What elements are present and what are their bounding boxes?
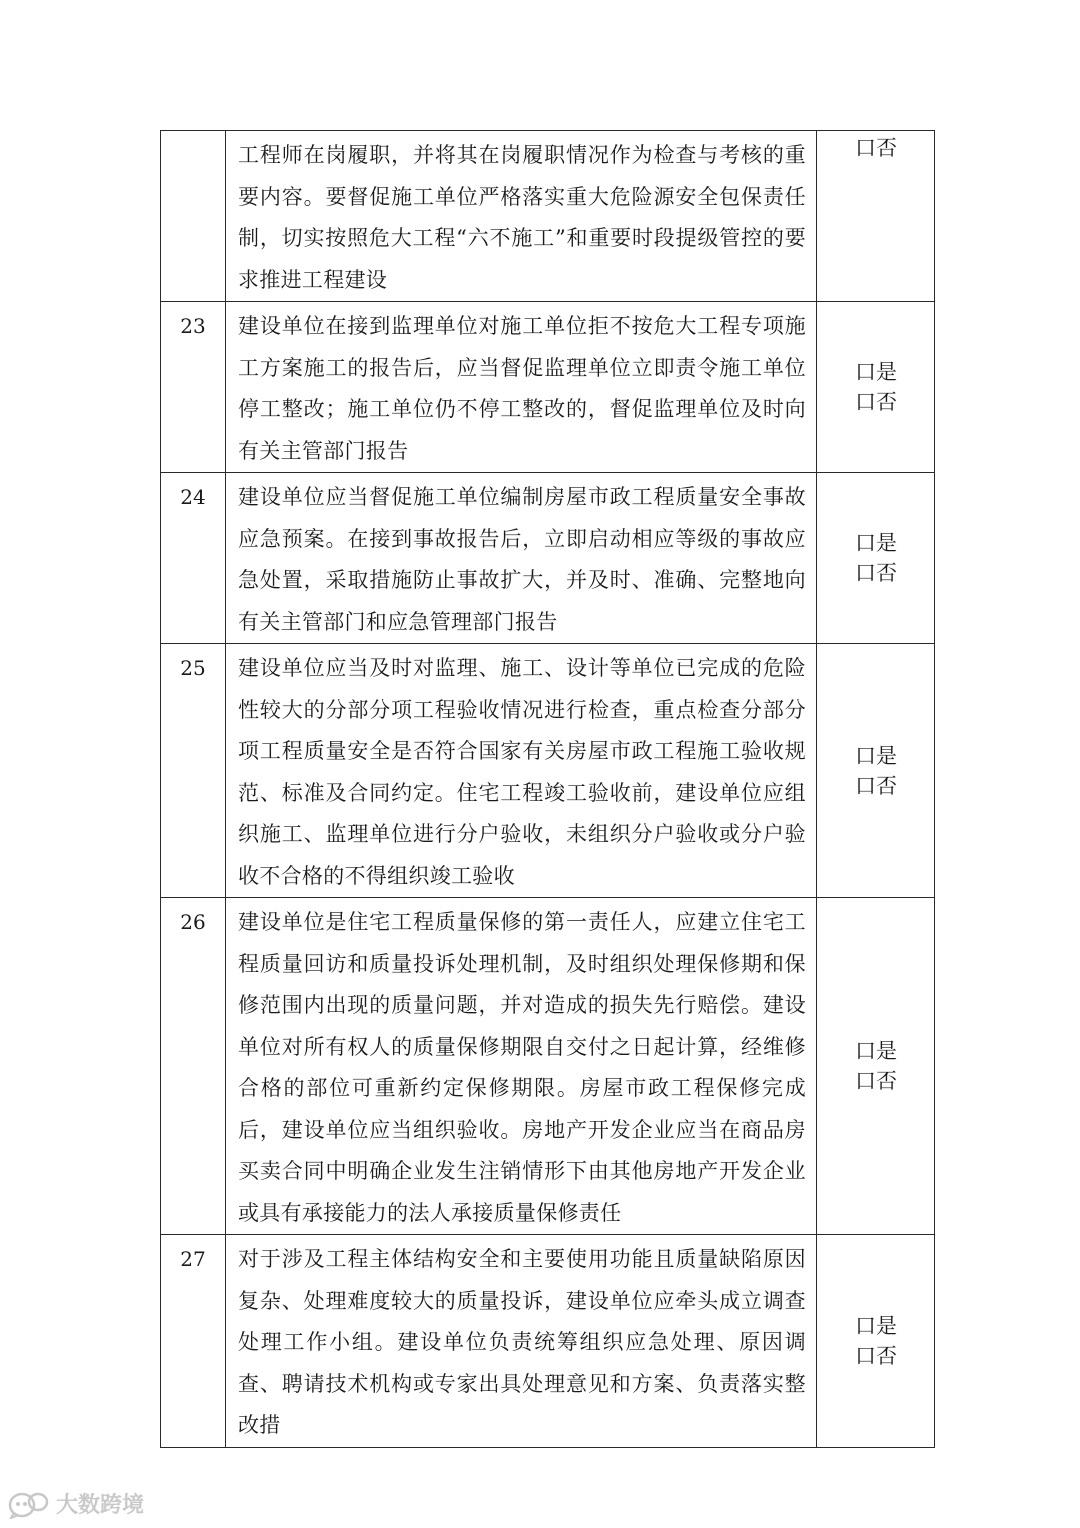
table-row <box>161 898 935 1235</box>
option-yes[interactable]: 口是 <box>855 743 897 768</box>
watermark-text: 大数跨境 <box>56 1493 145 1518</box>
row-number: 27 <box>161 1235 226 1448</box>
row-requirement-text: 工程师在岗履职，并将其在岗履职情况作为检查与考核的重要内容。要督促施工单位严格落实重大危险源安全包保责任制，切实按照危大工程“六不施工”和重要时段提级管控的要求推进工程建设 <box>226 131 817 302</box>
option-no[interactable]: 口否 <box>855 1069 897 1093</box>
option-no[interactable]: 口否 <box>855 136 897 160</box>
option-yes[interactable]: 口是 <box>855 531 897 555</box>
row-checkbox-cell <box>817 302 935 473</box>
row-number <box>161 131 226 302</box>
table-row <box>161 644 935 898</box>
table-row <box>161 131 935 302</box>
row-requirement-text: 对于涉及工程主体结构安全和主要使用功能且质量缺陷原因复杂、处理难度较大的质量投诉，建设单位应牵头成立调查处理工作小组。建设单位负责统筹组织应急处理、原因调查、聘请技术机构或专家出具处理意见和方案、负责落实整改措 <box>226 1235 817 1448</box>
row-requirement-text: 建设单位应当及时对监理、施工、设计等单位已完成的危险性较大的分部分项工程验收情况进行检查，重点检查分部分项工程质量安全是否符合国家有关房屋市政工程施工验收规范、标准及合同约定。住宅工程竣工验收前，建设单位应组织施工、监理单位进行分户验收，未组织分户验收或分户验收不合格的不得组织竣工验收 <box>226 644 817 898</box>
row-number: 24 <box>161 473 226 644</box>
row-requirement-text: 建设单位应当督促施工单位编制房屋市政工程质量安全事故应急预案。在接到事故报告后，立即启动相应等级的事故应急处置，采取措施防止事故扩大，并及时、准确、完整地向有关主管部门和应急管理部门报告 <box>226 473 817 644</box>
row-requirement-text: 建设单位是住宅工程质量保修的第一责任人，应建立住宅工程质量回访和质量投诉处理机制，及时组织处理保修期和保修范围内出现的质量问题，并对造成的损失先行赔偿。建设单位对所有权人的质量保修期限自交付之日起计算，经维修合格的部位可重新约定保修期限。房屋市政工程保修完成后，建设单位应当组织验收。房地产开发企业应当在商品房买卖合同中明确企业发生注销情形下由其他房地产开发企业或具有承接能力的法人承接质量保修责任 <box>226 898 817 1235</box>
bubble-logo-icon <box>8 1489 52 1519</box>
table-row <box>161 473 935 644</box>
option-yes[interactable]: 口是 <box>855 1039 897 1063</box>
row-checkbox-cell <box>817 473 935 644</box>
row-checkbox-cell <box>817 131 935 302</box>
option-no[interactable]: 口否 <box>855 561 897 585</box>
row-number: 23 <box>161 302 226 473</box>
row-checkbox-cell <box>817 1235 935 1448</box>
row-checkbox-cell <box>817 644 935 898</box>
option-no[interactable]: 口否 <box>855 390 897 414</box>
table-row <box>161 302 935 473</box>
table-row <box>161 1235 935 1448</box>
option-no[interactable]: 口否 <box>855 1343 897 1368</box>
row-number: 25 <box>161 644 226 898</box>
row-checkbox-cell <box>817 898 935 1235</box>
option-no[interactable]: 口否 <box>855 773 897 798</box>
checklist-table <box>160 130 935 1448</box>
option-yes[interactable]: 口是 <box>855 360 897 384</box>
row-requirement-text: 建设单位在接到监理单位对施工单位拒不按危大工程专项施工方案施工的报告后，应当督促监理单位立即责令施工单位停工整改；施工单位仍不停工整改的，督促监理单位及时向有关主管部门报告 <box>226 302 817 473</box>
option-yes[interactable]: 口是 <box>855 1313 897 1338</box>
watermark <box>8 1488 144 1519</box>
row-number: 26 <box>161 898 226 1235</box>
